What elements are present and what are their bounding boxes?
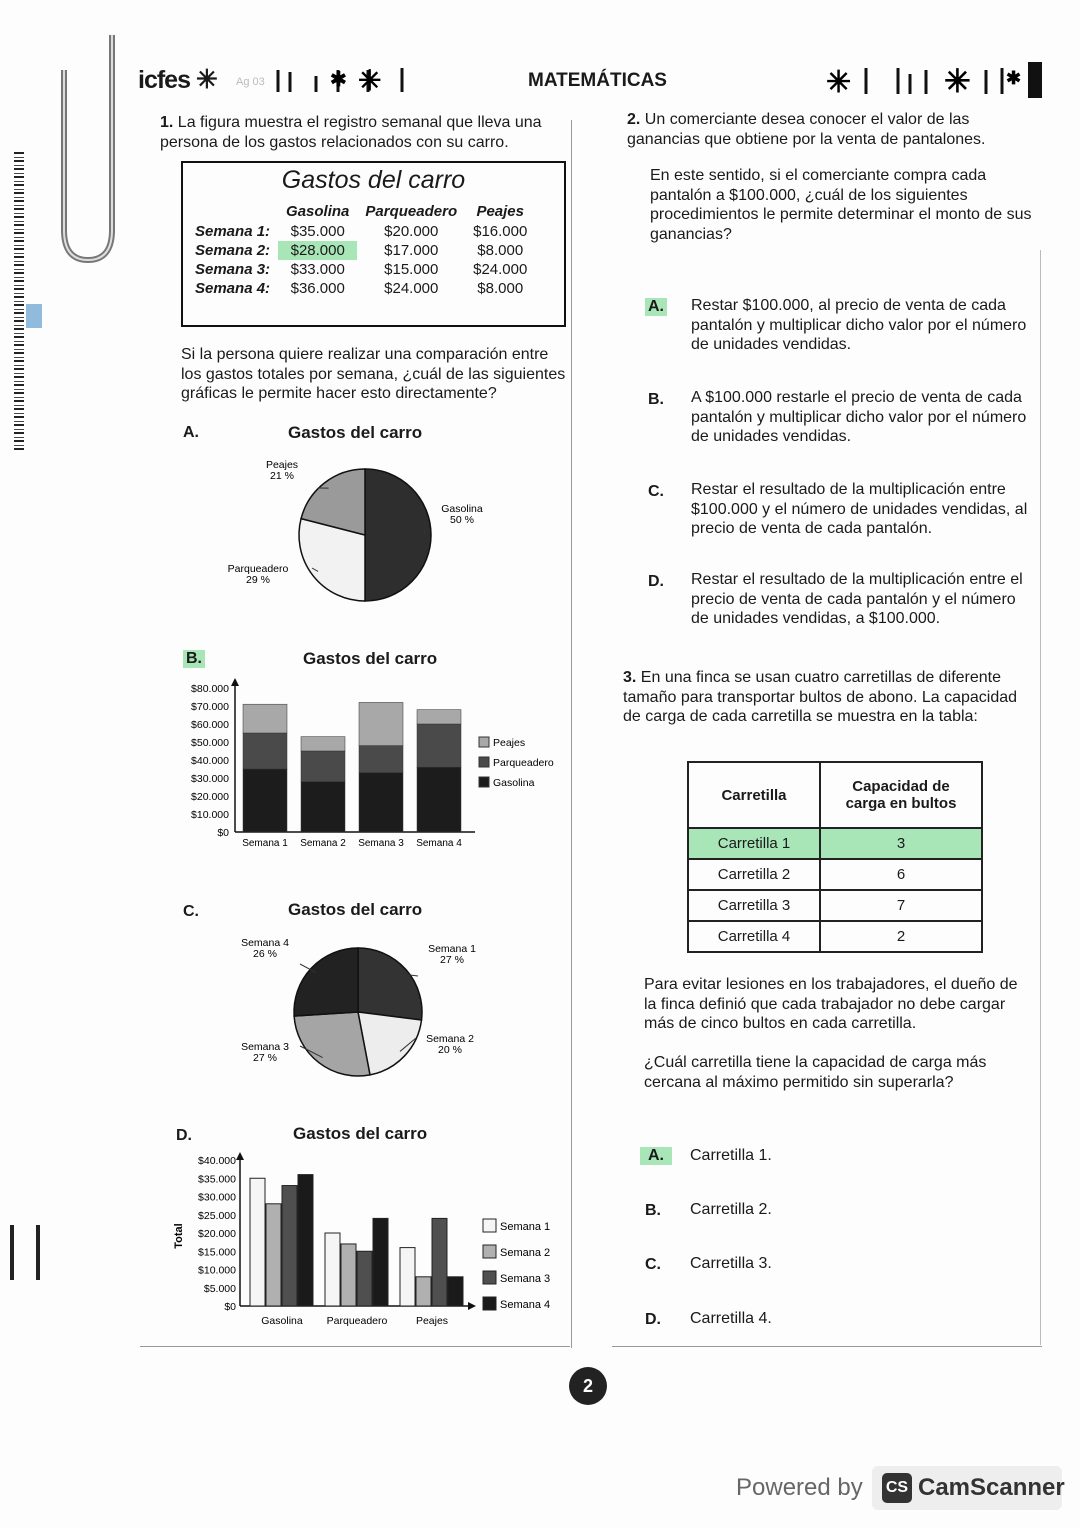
side-barcode bbox=[14, 150, 24, 450]
table-row bbox=[688, 921, 982, 952]
q3-option-b-letter[interactable]: B. bbox=[645, 1202, 661, 1219]
side-mark bbox=[10, 1225, 40, 1280]
x-axis-arrow bbox=[468, 1302, 476, 1310]
side-qr-icon bbox=[26, 304, 42, 328]
x-tick-label: Peajes bbox=[415, 1315, 449, 1327]
legend-swatch bbox=[479, 757, 489, 767]
legend-label: Semana 3 bbox=[500, 1273, 551, 1285]
y-tick-label: $5.000 bbox=[203, 1282, 236, 1295]
powered-by-text: Powered by bbox=[736, 1474, 863, 1501]
row-label: Semana 3: bbox=[195, 261, 271, 278]
y-tick-label: $10.000 bbox=[198, 1264, 236, 1277]
bar-segment bbox=[359, 702, 403, 745]
y-tick-label: $20.000 bbox=[191, 791, 229, 803]
cell: $8.000 bbox=[477, 242, 524, 259]
y-tick-label: $70.000 bbox=[191, 701, 229, 713]
q1-question: Si la persona quiere realizar una comparación entre los gastos totales por semana, ¿cuál de las siguientes gráficas le permite hacer esto directamente? bbox=[181, 346, 566, 402]
pie-slice bbox=[365, 469, 431, 601]
q2-body: En este sentido, si el comerciante compra cada pantalón a $100.000, ¿cuál de los siguientes procedimientos le permite determinar el monto de sus ganancias? bbox=[650, 167, 1032, 243]
col-parqueadero: Parqueadero bbox=[365, 203, 458, 220]
bar bbox=[266, 1204, 281, 1306]
y-tick-label: $0 bbox=[217, 827, 229, 839]
cell: $36.000 bbox=[290, 280, 345, 297]
col-gasolina: Gasolina bbox=[286, 203, 350, 220]
legend-swatch bbox=[483, 1297, 496, 1310]
bar-segment bbox=[301, 751, 345, 782]
svg-text:✳: ✳ bbox=[944, 63, 971, 99]
pie-label: Semana 4 bbox=[241, 937, 289, 949]
q1-option-c-chart[interactable] bbox=[220, 928, 540, 1088]
legend-label: Semana 4 bbox=[500, 1299, 551, 1311]
legend-label: Parqueadero bbox=[493, 757, 554, 769]
pie-label: Gasolina bbox=[441, 503, 483, 515]
cell: $15.000 bbox=[384, 261, 439, 278]
bar bbox=[250, 1178, 265, 1306]
q1-table-box bbox=[181, 161, 566, 327]
q1-option-b-letter[interactable]: B. bbox=[183, 650, 205, 668]
row-label: Semana 4: bbox=[195, 280, 271, 297]
bar-segment bbox=[417, 724, 461, 767]
x-tick-label: Gasolina bbox=[261, 1315, 303, 1327]
legend-label: Semana 2 bbox=[500, 1247, 551, 1259]
q1-intro bbox=[160, 113, 570, 152]
row-label: Semana 2: bbox=[195, 242, 271, 259]
col-peajes: Peajes bbox=[476, 203, 524, 220]
bar-segment bbox=[417, 710, 461, 724]
page-number: 2 bbox=[569, 1367, 607, 1405]
x-tick-label: Semana 2 bbox=[300, 838, 346, 849]
y-tick-label: $50.000 bbox=[191, 737, 229, 749]
q3-intro-text: En una finca se usan cuatro carretillas de diferente tamaño para transportar bultos de abono. La capacidad de carga de cada carretilla se muestra en la tabla: bbox=[623, 669, 1018, 725]
bar-segment bbox=[301, 782, 345, 832]
cell: $28.000 bbox=[278, 241, 357, 260]
x-tick-label: Semana 3 bbox=[358, 838, 404, 849]
bar bbox=[282, 1186, 297, 1306]
table-row bbox=[187, 222, 535, 241]
y-tick-label: $80.000 bbox=[191, 683, 229, 695]
bar bbox=[298, 1175, 313, 1306]
table-row bbox=[187, 279, 535, 298]
y-axis-arrow bbox=[236, 1152, 244, 1160]
pie-slice bbox=[294, 1012, 370, 1076]
q2-option-b-letter[interactable]: B. bbox=[648, 391, 664, 408]
cell: 3 bbox=[820, 828, 982, 859]
q3-option-c-letter[interactable]: C. bbox=[645, 1256, 661, 1273]
q1-table-title: Gastos del carro bbox=[281, 166, 466, 194]
table-header-row bbox=[187, 201, 535, 222]
y-axis-arrow bbox=[231, 678, 239, 686]
y-tick-label: $10.000 bbox=[191, 809, 229, 821]
svg-text:✱: ✱ bbox=[330, 69, 347, 91]
q2-intro-text: Un comerciante desea conocer el valor de las ganancias que obtiene por la venta de pantalones. bbox=[627, 111, 986, 148]
x-tick-label: Semana 4 bbox=[416, 838, 462, 849]
legend-swatch bbox=[483, 1245, 496, 1258]
legend-swatch bbox=[479, 777, 489, 787]
bar-segment bbox=[359, 746, 403, 773]
table-row bbox=[187, 260, 535, 279]
bar-segment bbox=[417, 767, 461, 832]
decorative-palms-left-icon bbox=[270, 64, 420, 96]
cell: $17.000 bbox=[384, 242, 439, 259]
decorative-palms-right-icon bbox=[826, 60, 1046, 100]
q2-option-d-text[interactable]: Restar el resultado de la multiplicación entre el precio de venta de cada pantalón y el número de unidades vendidas, a $100.000. bbox=[691, 571, 1023, 627]
q3-option-d-text[interactable]: Carretilla 4. bbox=[690, 1310, 772, 1327]
cell: $16.000 bbox=[473, 223, 528, 240]
pie-value-label: 29 % bbox=[246, 574, 270, 586]
bar bbox=[416, 1277, 431, 1306]
q2-option-c-text[interactable]: Restar el resultado de la multiplicación entre $100.000 y el número de unidades vendidas, al precio de venta de cada pantalón. bbox=[691, 481, 1028, 537]
q2-option-a-text[interactable]: Restar $100.000, al precio de venta de cada pantalón y multiplicar dicho valor por el número de unidades vendidas. bbox=[691, 297, 1027, 353]
table-row bbox=[688, 859, 982, 890]
pie-label: Semana 3 bbox=[241, 1041, 289, 1053]
q1-option-d-title: Gastos del carro bbox=[293, 1124, 428, 1143]
q2-intro bbox=[627, 110, 1032, 149]
pie-slice bbox=[358, 948, 422, 1020]
bottom-rule-left bbox=[140, 1346, 570, 1347]
cell: $33.000 bbox=[290, 261, 345, 278]
cell: 2 bbox=[820, 921, 982, 952]
bar bbox=[400, 1248, 415, 1306]
col-carretilla: Carretilla bbox=[688, 762, 820, 828]
pie-value-label: 27 % bbox=[440, 954, 464, 966]
cell: $24.000 bbox=[384, 280, 439, 297]
q1-option-a-letter[interactable]: A. bbox=[183, 424, 199, 441]
q1-option-b-title: Gastos del carro bbox=[303, 649, 438, 668]
pie-value-label: 50 % bbox=[450, 514, 474, 526]
pie-slice bbox=[294, 948, 358, 1016]
x-tick-label: Parqueadero bbox=[326, 1315, 388, 1327]
right-border bbox=[1040, 250, 1041, 1345]
col-capacidad: Capacidad de carga en bultos bbox=[820, 762, 982, 828]
subject-title: MATEMÁTICAS bbox=[528, 70, 667, 91]
y-axis-label: Total bbox=[173, 1223, 185, 1249]
q1-option-a-title: Gastos del carro bbox=[288, 423, 423, 442]
legend-label: Gasolina bbox=[493, 777, 535, 789]
y-tick-label: $20.000 bbox=[198, 1228, 236, 1240]
page-code: Ag 03 bbox=[236, 76, 265, 88]
svg-text:✳: ✳ bbox=[826, 66, 852, 99]
q1-option-b-chart[interactable] bbox=[175, 676, 570, 856]
cell: $8.000 bbox=[477, 280, 524, 297]
row-label: Semana 1: bbox=[195, 223, 271, 240]
q1-number: 1. bbox=[160, 114, 174, 131]
bar bbox=[448, 1277, 463, 1306]
pie-value-label: 20 % bbox=[438, 1044, 462, 1056]
legend-swatch bbox=[483, 1271, 496, 1284]
icfes-logo: icfes bbox=[138, 66, 190, 94]
bar bbox=[341, 1244, 356, 1306]
pie-value-label: 21 % bbox=[270, 470, 294, 482]
y-tick-label: $60.000 bbox=[191, 719, 229, 731]
q1-option-d-chart[interactable] bbox=[168, 1150, 568, 1335]
pie-label: Semana 1 bbox=[428, 943, 476, 955]
table-header-row bbox=[688, 762, 982, 828]
bar-segment bbox=[359, 773, 403, 832]
table-row bbox=[688, 828, 982, 859]
camscanner-brand: CamScanner bbox=[918, 1474, 1065, 1501]
pie-value-label: 27 % bbox=[253, 1052, 277, 1064]
legend-swatch bbox=[483, 1219, 496, 1232]
q3-body: Para evitar lesiones en los trabajadores, el dueño de la finca definió que cada trabajador no debe cargar más de cinco bultos en cada carretilla. bbox=[644, 976, 1018, 1032]
pie-label: Peajes bbox=[265, 459, 299, 471]
q3-number: 3. bbox=[623, 669, 637, 686]
bar bbox=[373, 1218, 388, 1306]
cell: Carretilla 4 bbox=[688, 921, 820, 952]
q3-option-c-text[interactable]: Carretilla 3. bbox=[690, 1255, 772, 1272]
q2-option-c-letter[interactable]: C. bbox=[648, 483, 664, 500]
table-row bbox=[688, 890, 982, 921]
svg-text:✱: ✱ bbox=[1006, 68, 1022, 88]
bar-segment bbox=[301, 737, 345, 751]
paper-clip-icon bbox=[50, 30, 130, 270]
bar-segment bbox=[243, 769, 287, 832]
q1-option-a-chart[interactable] bbox=[200, 450, 540, 610]
y-tick-label: $25.000 bbox=[198, 1209, 236, 1222]
q3-option-a-letter[interactable]: A. bbox=[640, 1147, 672, 1165]
q2-option-a-letter[interactable]: A. bbox=[645, 298, 667, 316]
q1-table bbox=[187, 201, 535, 298]
q3-option-d-letter[interactable]: D. bbox=[645, 1311, 661, 1328]
bar-segment bbox=[243, 733, 287, 769]
cell: 7 bbox=[820, 890, 982, 921]
bottom-rule-right bbox=[612, 1346, 1042, 1347]
q1-option-c-title: Gastos del carro bbox=[288, 900, 423, 919]
legend-label: Semana 1 bbox=[500, 1221, 551, 1233]
cell: $20.000 bbox=[384, 223, 439, 240]
y-tick-label: $40.000 bbox=[191, 755, 229, 767]
y-tick-label: $30.000 bbox=[191, 773, 229, 785]
camscanner-logo-icon: CS bbox=[882, 1473, 912, 1503]
cell: 6 bbox=[820, 859, 982, 890]
y-tick-label: $15.000 bbox=[198, 1246, 236, 1259]
y-tick-label: $30.000 bbox=[198, 1191, 236, 1204]
y-tick-label: $40.000 bbox=[198, 1155, 236, 1167]
column-divider bbox=[571, 120, 572, 1348]
table-row bbox=[187, 241, 535, 260]
q1-option-c-letter[interactable]: C. bbox=[183, 903, 199, 920]
q3-table bbox=[687, 761, 983, 953]
q3-question: ¿Cuál carretilla tiene la capacidad de carga más cercana al máximo permitido sin superarla? bbox=[644, 1054, 987, 1091]
cell: $24.000 bbox=[473, 261, 528, 278]
logo-star-icon: ✳ bbox=[196, 64, 218, 94]
q2-option-d-letter[interactable]: D. bbox=[648, 573, 664, 590]
bar bbox=[357, 1251, 372, 1306]
q3-option-b-text[interactable]: Carretilla 2. bbox=[690, 1201, 772, 1218]
x-tick-label: Semana 1 bbox=[242, 838, 288, 849]
y-tick-label: $0 bbox=[224, 1301, 236, 1313]
pie-value-label: 26 % bbox=[253, 948, 277, 960]
cell: Carretilla 3 bbox=[688, 890, 820, 921]
q2-number: 2. bbox=[627, 111, 641, 128]
bar bbox=[325, 1233, 340, 1306]
pie-label: Parqueadero bbox=[227, 563, 289, 575]
cell: Carretilla 1 bbox=[688, 828, 820, 859]
cell: Carretilla 2 bbox=[688, 859, 820, 890]
legend-swatch bbox=[479, 737, 489, 747]
cell: $35.000 bbox=[290, 223, 345, 240]
q2-option-b-text[interactable]: A $100.000 restarle el precio de venta de cada pantalón y multiplicar dicho valor por el número de unidades vendidas. bbox=[691, 389, 1027, 445]
legend-label: Peajes bbox=[493, 737, 526, 749]
svg-text:✳: ✳ bbox=[358, 65, 382, 96]
q3-option-a-text[interactable]: Carretilla 1. bbox=[690, 1147, 772, 1164]
q3-intro bbox=[623, 668, 1031, 727]
bar bbox=[432, 1218, 447, 1306]
pie-label: Semana 2 bbox=[426, 1033, 474, 1045]
q1-intro-text: La figura muestra el registro semanal que lleva una persona de los gastos relacionados con su carro. bbox=[160, 114, 542, 151]
y-tick-label: $35.000 bbox=[198, 1173, 236, 1186]
q1-option-d-letter[interactable]: D. bbox=[176, 1127, 192, 1144]
bar-segment bbox=[243, 704, 287, 733]
